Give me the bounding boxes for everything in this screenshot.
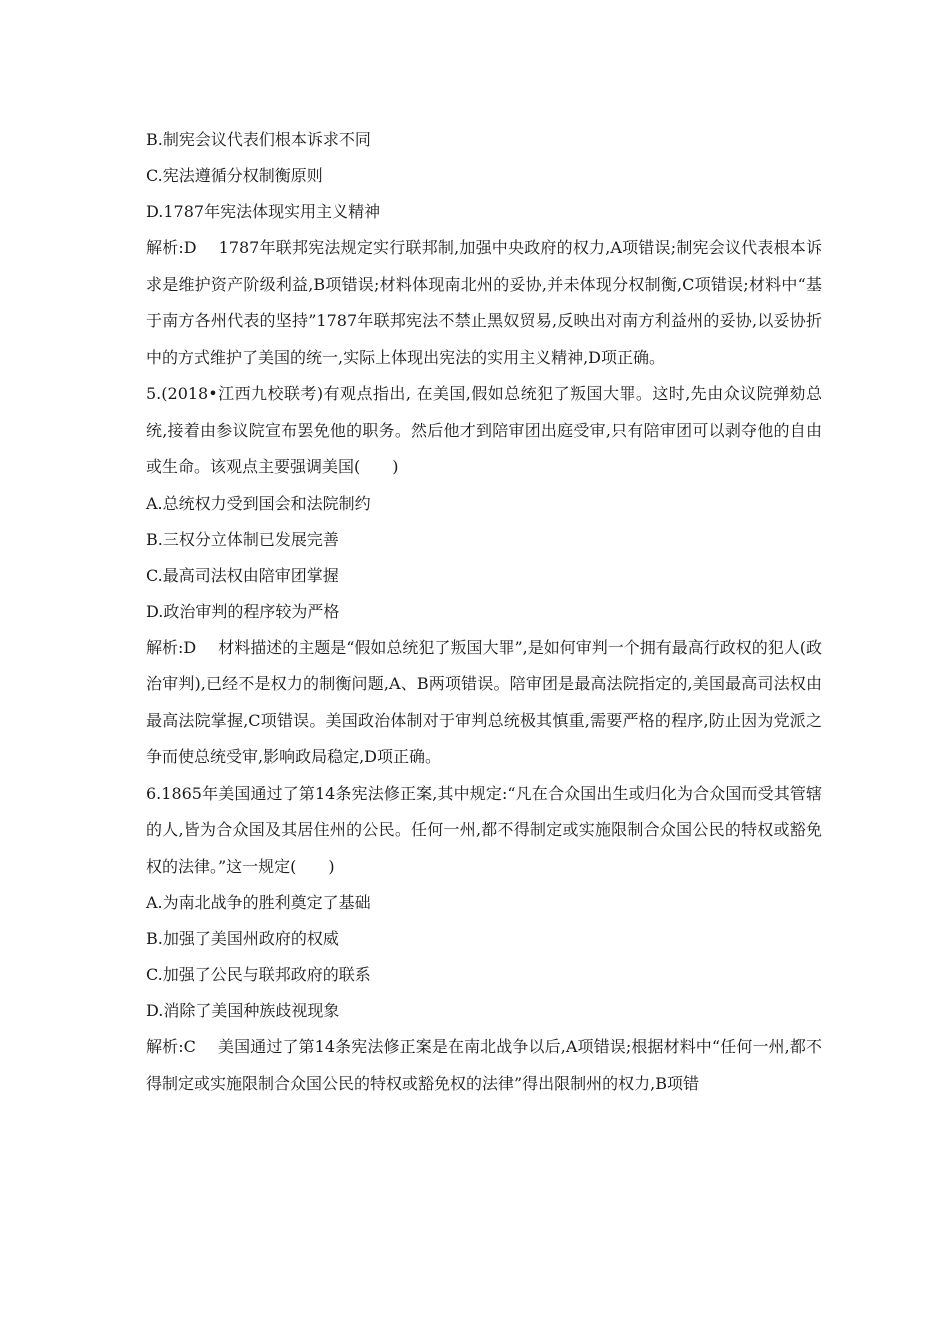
analysis <box>146 1029 822 1102</box>
option-d: D.消除了美国种族歧视现象 <box>146 1001 340 1020</box>
option-b: B.三权分立体制已发展完善 <box>146 529 339 549</box>
option-c: C.最高司法权由陪审团掌握 <box>146 565 339 585</box>
option-b: B.制宪会议代表们根本诉求不同 <box>146 130 371 149</box>
question-stem: 5.(2018•江西九校联考)有观点指出, 在美国,假如总统犯了叛国大罪。这时,先由众议院弹劾总统,接着由参议院宣布罢免他的职务。然后他才到陪审团出庭受审,只有陪审团可以剥夺他的自由或生命。该观点主要强调美国( ) <box>146 384 822 476</box>
analysis-label: 解析:C <box>146 1037 196 1056</box>
option-a: A.总统权力受到国会和法院制约 <box>146 493 371 513</box>
option-c: C.宪法遵循分权制衡原则 <box>146 166 323 185</box>
analysis-label: 解析:D <box>146 238 197 257</box>
question-5 <box>146 376 822 776</box>
option-b: B.加强了美国州政府的权威 <box>146 929 339 948</box>
option-a: A.为南北战争的胜利奠定了基础 <box>146 893 371 912</box>
analysis <box>146 630 822 776</box>
analysis-text: 1787年联邦宪法规定实行联邦制,加强中央政府的权力,A项错误;制宪会议代表根本诉求是维护资产阶级利益,B项错误;材料体现南北州的妥协,并未体现分权制衡,C项错误;材料中“基于南方各州代表的坚持”1787年联邦宪法不禁止黑奴贸易,反映出对南方利益州的妥协,以妥协折中的方式维护了美国的统一,实际上体现出宪法的实用主义精神,D项正确。 <box>146 238 822 367</box>
option-c: C.加强了公民与联邦政府的联系 <box>146 965 371 984</box>
question-6 <box>146 776 822 1103</box>
option-d: D.政治审判的程序较为严格 <box>146 601 340 621</box>
question-4-tail <box>146 122 822 376</box>
analysis-text: 材料描述的主题是“假如总统犯了叛国大罪”,是如何审判一个拥有最高行政权的犯人(政治审判),已经不是权力的制衡问题,A、B两项错误。陪审团是最高法院指定的,美国最高司法权由最高法院掌握,C项错误。美国政治体制对于审判总统极其慎重,需要严格的程序,防止因为党派之争而使总统受审,影响政局稳定,D项正确。 <box>146 637 822 766</box>
analysis <box>146 230 822 376</box>
option-d: D.1787年宪法体现实用主义精神 <box>146 202 381 221</box>
analysis-label: 解析:D <box>146 637 197 657</box>
question-stem: 6.1865年美国通过了第14条宪法修正案,其中规定:“凡在合众国出生或归化为合众国而受其管辖的人,皆为合众国及其居住州的公民。任何一州,都不得制定或实施限制合众国公民的特权或豁免权的法律。”这一规定( ) <box>146 783 822 876</box>
document-page <box>146 122 822 1102</box>
analysis-text: 美国通过了第14条宪法修正案是在南北战争以后,A项错误;根据材料中“任何一州,都不得制定或实施限制合众国公民的特权或豁免权的法律”得出限制州的权力,B项错 <box>146 1037 822 1093</box>
